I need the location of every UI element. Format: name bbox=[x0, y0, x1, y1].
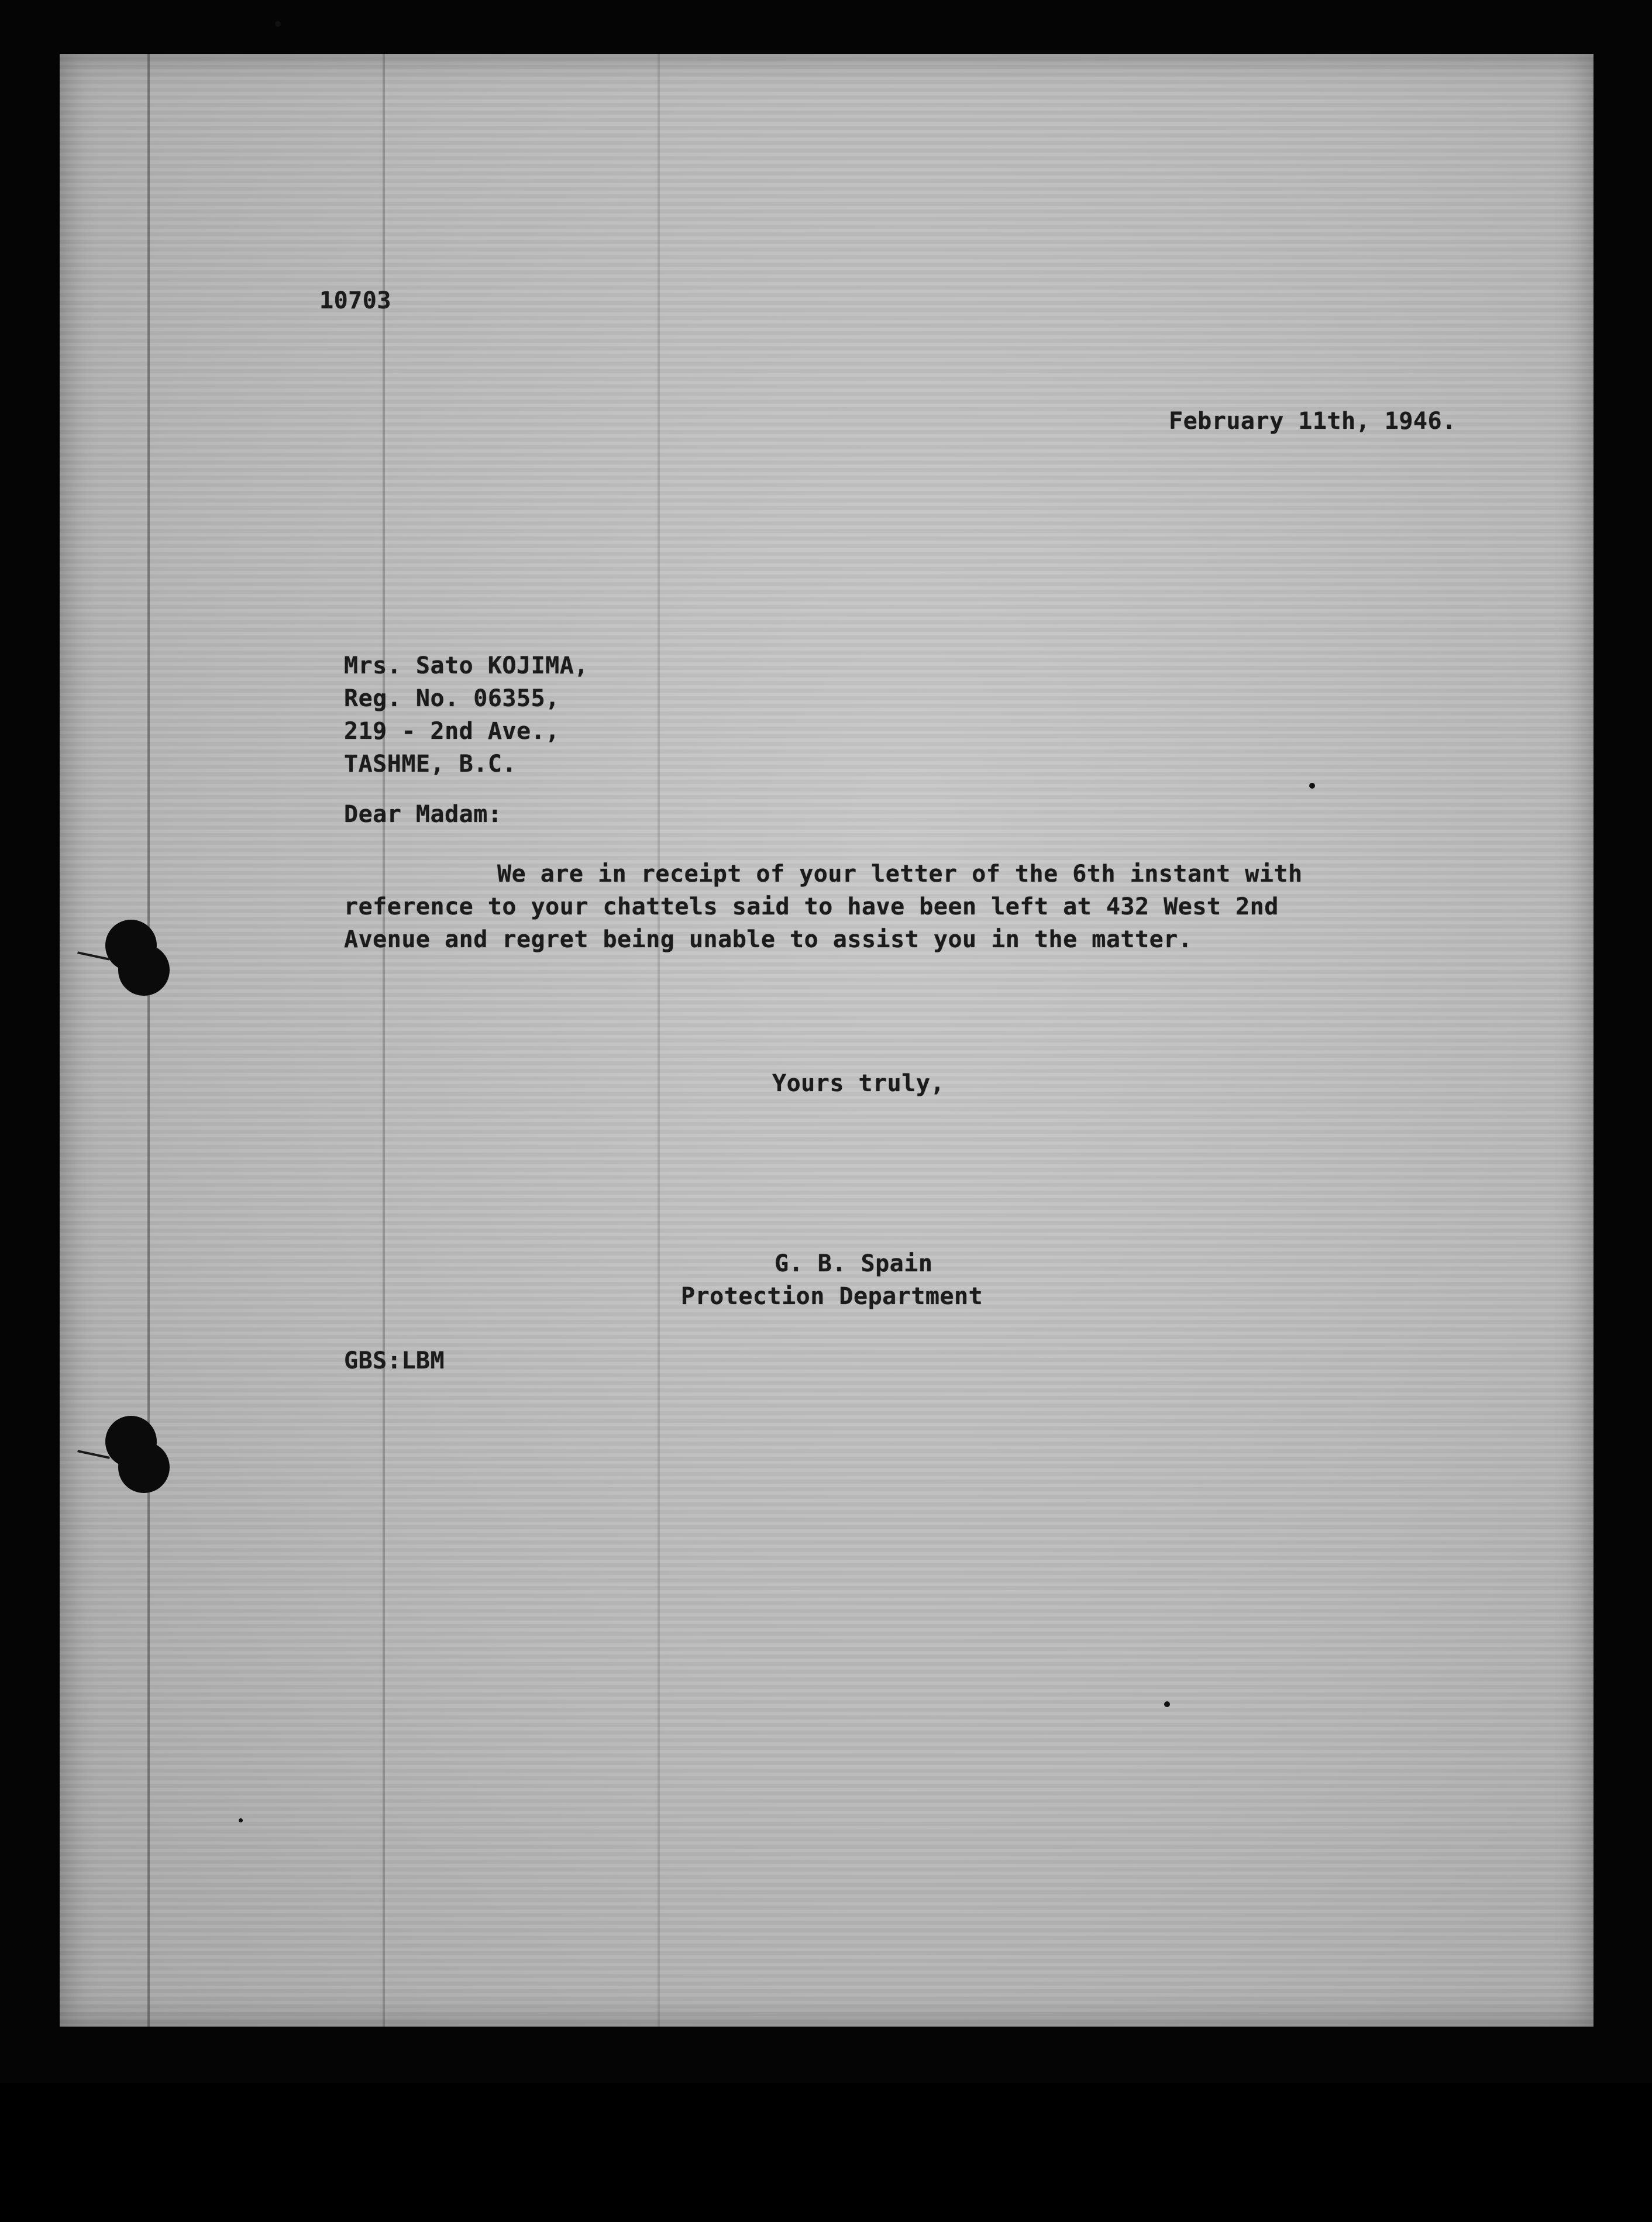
recipient-street: 219 - 2nd Ave., bbox=[344, 718, 560, 745]
recipient-name: Mrs. Sato KOJIMA, bbox=[344, 652, 588, 679]
dust-speck bbox=[239, 1818, 243, 1822]
dust-speck bbox=[1309, 783, 1315, 789]
recipient-city: TASHME, B.C. bbox=[344, 751, 517, 778]
closing: Yours truly, bbox=[772, 1070, 945, 1097]
recipient-registration: Reg. No. 06355, bbox=[344, 685, 560, 712]
salutation: Dear Madam: bbox=[344, 801, 503, 828]
dust-speck bbox=[275, 21, 281, 27]
body-line-3: Avenue and regret being unable to assist you in the matter. bbox=[344, 926, 1193, 953]
signature-name: G. B. Spain bbox=[775, 1250, 933, 1277]
letter-page bbox=[60, 54, 1594, 2027]
scan-guide-line bbox=[147, 54, 150, 2027]
punch-hole bbox=[118, 944, 170, 996]
body-line-2: reference to your chattels said to have been left at 432 West 2nd bbox=[344, 893, 1279, 920]
letter-date: February 11th, 1946. bbox=[1169, 408, 1457, 435]
punch-hole-mark bbox=[77, 951, 110, 961]
reference-initials: GBS:LBM bbox=[344, 1347, 445, 1374]
punch-hole-mark bbox=[77, 1450, 110, 1459]
body-line-1: We are in receipt of your letter of the 6th instant with bbox=[497, 861, 1303, 888]
scan-guide-line bbox=[658, 54, 660, 2027]
punch-hole bbox=[118, 1442, 170, 1493]
dust-speck bbox=[1164, 1701, 1170, 1707]
file-number: 10703 bbox=[319, 287, 391, 314]
signature-department: Protection Department bbox=[681, 1283, 983, 1310]
scan-guide-line bbox=[383, 54, 385, 2027]
